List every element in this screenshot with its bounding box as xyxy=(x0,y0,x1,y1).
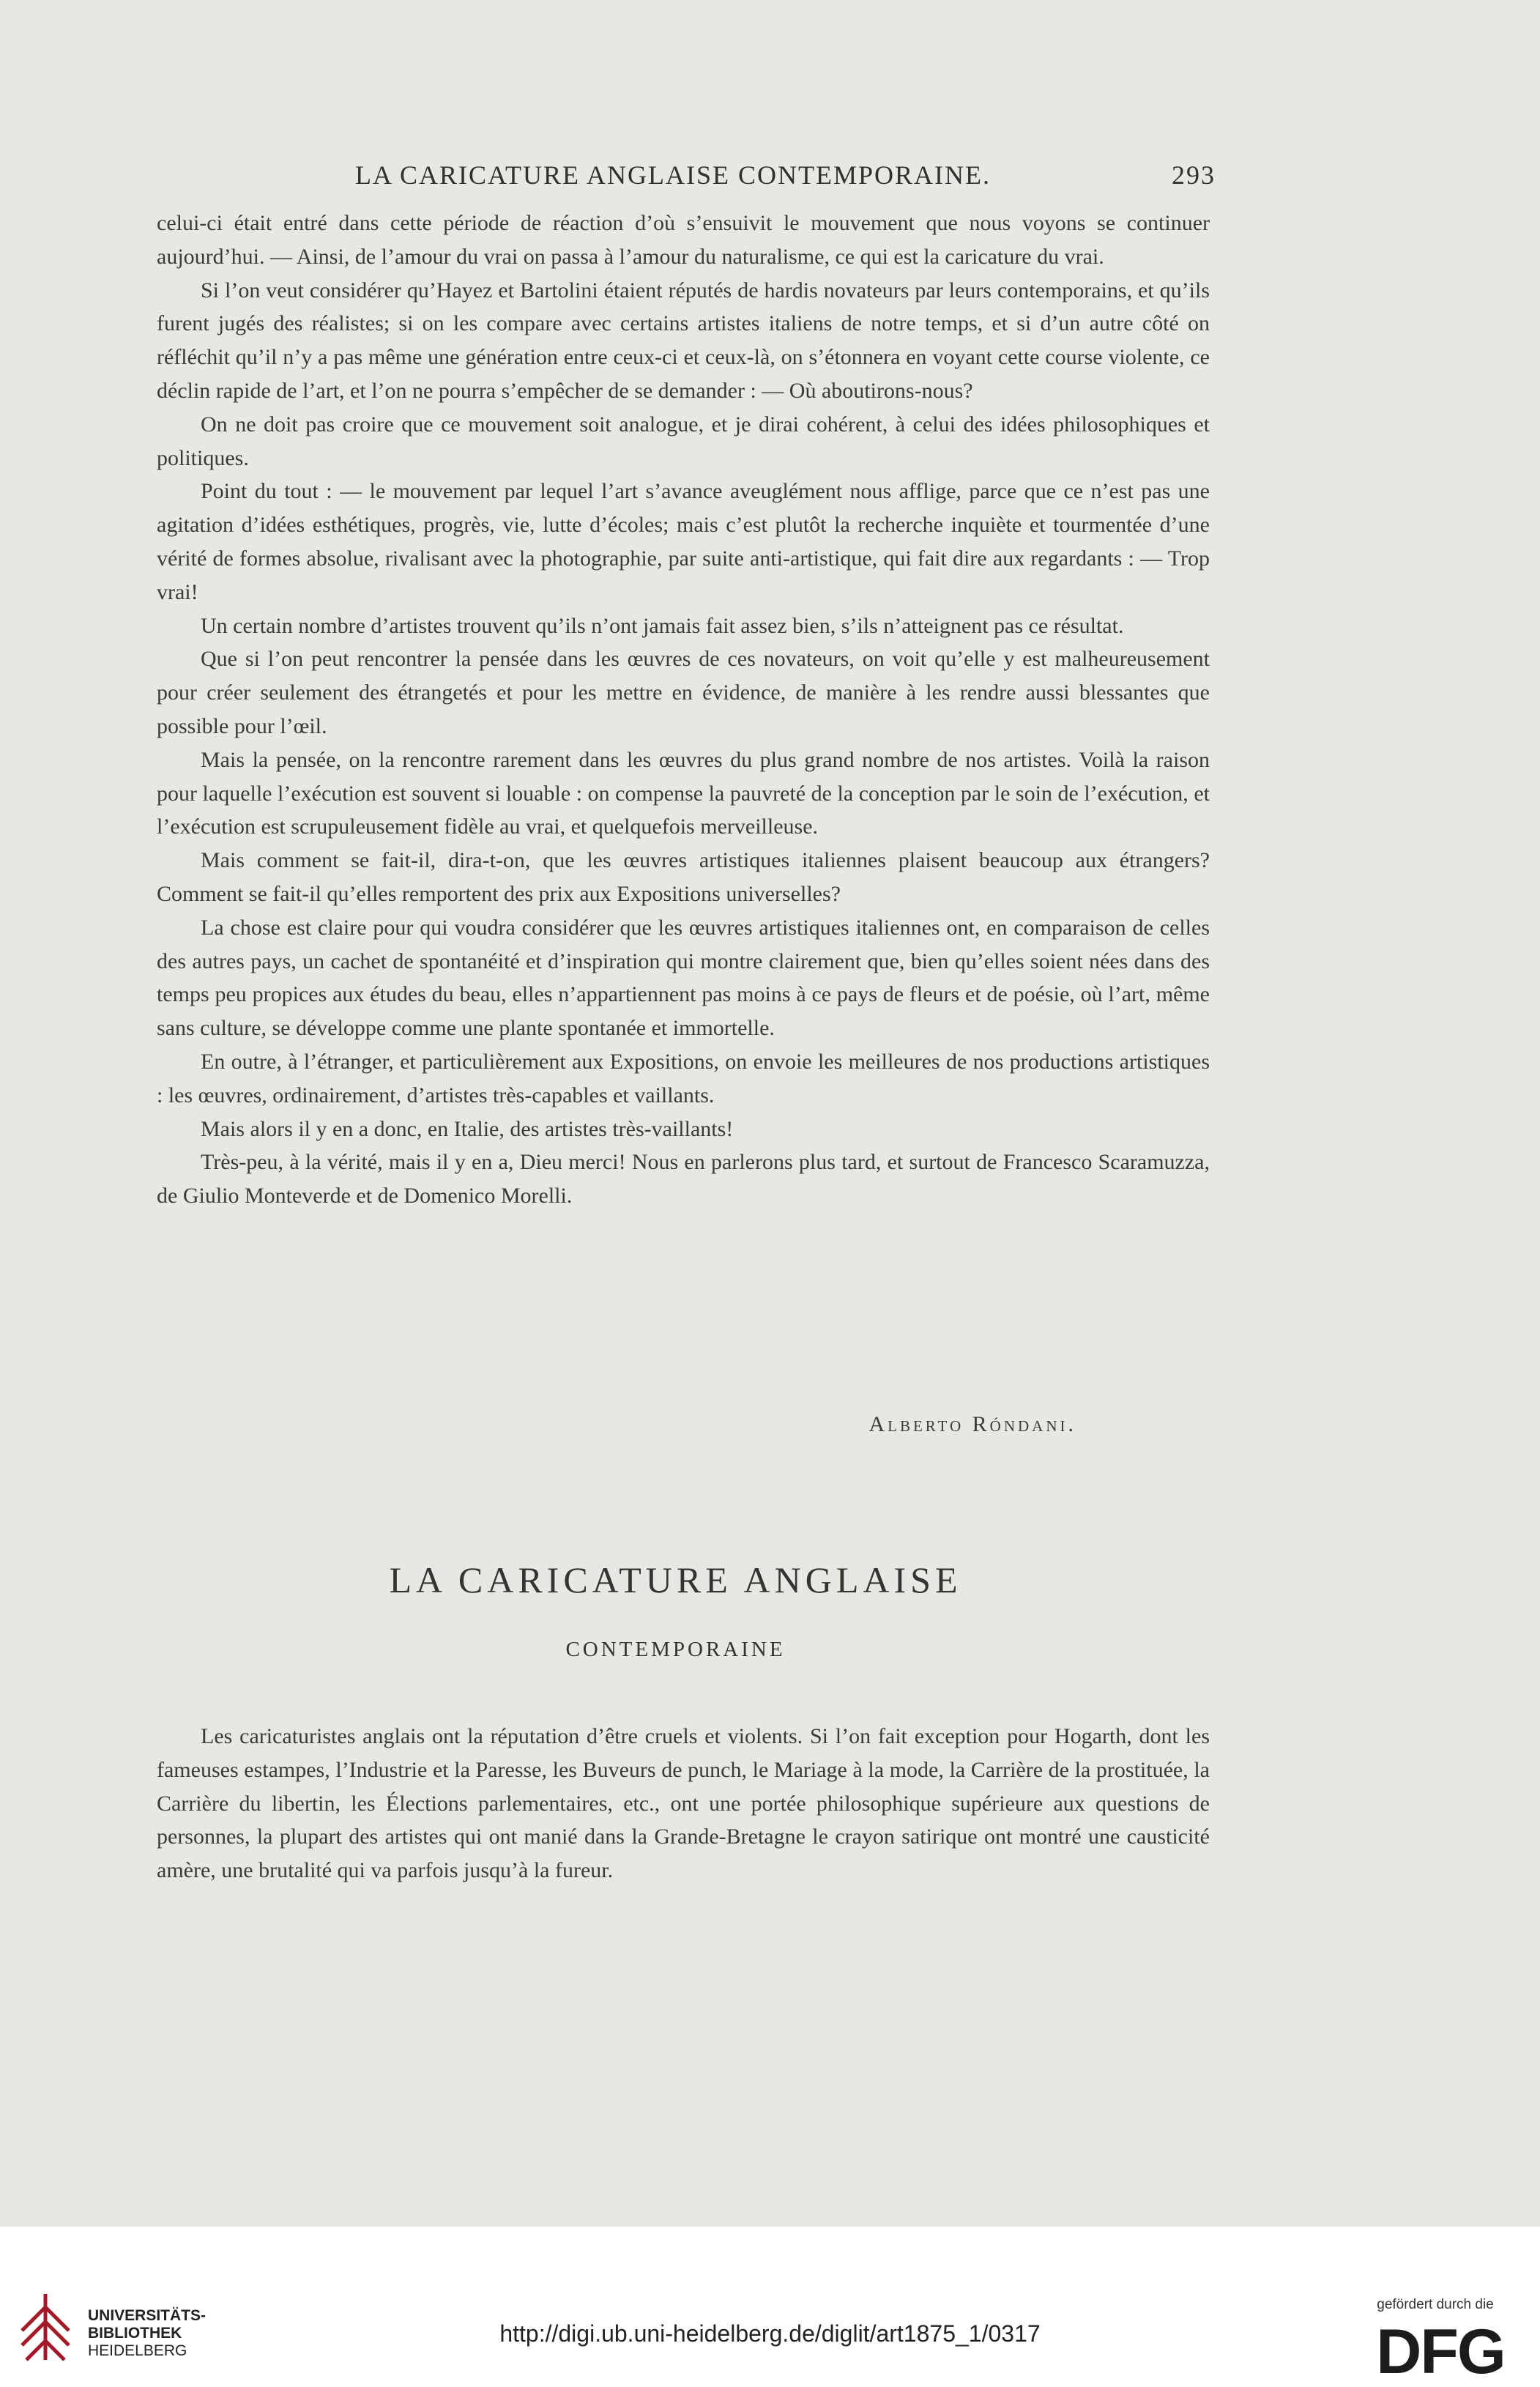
paragraph: Très-peu, à la vérité, mais il y en a, Dieu merci! Nous en parlerons plus tard, et surtout de Francesco Scaramuzza, de Giulio Monteverde et de Domenico Morelli. xyxy=(157,1150,1210,1209)
paragraph: Un certain nombre d’artistes trouvent qu’ils n’ont jamais fait assez bien, s’ils n’atteignent pas ce résultat. xyxy=(201,613,1124,638)
paragraph: Mais la pensée, on la rencontre rarement dans les œuvres du plus grand nombre de nos artistes. Voilà la raison pour laquelle l’exécution est souvent si louable : on compense la pauvreté de la conception par le soin de l’exécution, et l’exécution est scrupuleusement fidèle au vrai, et quelquefois merveilleuse. xyxy=(157,747,1210,839)
article-subtitle: CONTEMPORAINE xyxy=(565,1638,786,1661)
paragraph: La chose est claire pour qui voudra considérer que les œuvres artistiques italiennes ont, en comparaison de celles des autres pays, un cachet de spontanéité et d’inspiration qui montre clairement que, bien qu’elles soient nées dans des temps peu propices aux études du beau, elles n’appartiennent pas moins à ce pays de fleurs et de poésie, où l’art, même sans culture, se développe comme une plante spontanée et immortelle. xyxy=(157,915,1210,1041)
first-article-body xyxy=(157,207,1210,1213)
running-head xyxy=(154,160,1216,190)
paragraph: Si l’on veut considérer qu’Hayez et Bartolini étaient réputés de hardis novateurs par leurs contemporains, et qu’ils furent jugés des réalistes; si on les compare avec certains artistes italiens de notre temps, et si d’un autre côté on réfléchit qu’il n’y a pas même une génération entre ceux-ci et ceux-là, on s’étonnera en voyant cette course violente, ce déclin rapide de l’art, et l’on ne pourra s’empêcher de se demander : — Où aboutirons-nous? xyxy=(157,278,1210,403)
paragraph: Les caricaturistes anglais ont la réputation d’être cruels et violents. Si l’on fait exception pour Hogarth, dont les fameuses estampes, l’Industrie et la Paresse, les Buveurs de punch, le Mariage à la mode, la Carrière de la prostituée, la Carrière du libertin, les Élections parlementaires, etc., ont une portée philosophique supérieure aux questions de personnes, la plupart des artistes qui ont manié dans la Grande-Bretagne le crayon satirique ont montré une causticité amère, une brutalité qui va parfois jusqu’à la fureur. xyxy=(157,1724,1210,1883)
library-line: HEIDELBERG xyxy=(88,2342,187,2359)
paragraph: Mais comment se fait-il, dira-t-on, que les œuvres artistiques italiennes plaisent beaucoup aux étrangers? Comment se fait-il qu’elles remportent des prix aux Expositions universelles? xyxy=(157,848,1210,906)
library-line: UNIVERSITÄTS- xyxy=(88,2307,207,2324)
dfg-logo: DFG xyxy=(1376,2317,1505,2387)
source-url-link[interactable]: http://digi.ub.uni-heidelberg.de/diglit/art1875_1/0317 xyxy=(499,2320,1041,2347)
paragraph: celui-ci était entré dans cette période de réaction d’où s’ensuivit le mouvement que nous voyons se continuer aujourd’hui. — Ainsi, de l’amour du vrai on passa à l’amour du naturalisme, ce qui est la caricature du vrai. xyxy=(157,211,1210,269)
author-signature: Alberto Róndani. xyxy=(868,1412,1076,1436)
paragraph: En outre, à l’étranger, et particulièrement aux Expositions, on envoie les meilleures de nos productions artistiques : les œuvres, ordinairement, d’artistes très-capables et vaillants. xyxy=(157,1049,1210,1107)
paragraph: Mais alors il y en a donc, en Italie, des artistes très-vaillants! xyxy=(201,1116,734,1141)
paragraph: Point du tout : — le mouvement par lequel l’art s’avance aveuglément nous afflige, parce que ce n’est pas une agitation d’idées esthétiques, progrès, vie, lutte d’écoles; mais c’est plutôt la recherche inquiète et tourmentée d’une vérité de formes absolue, rivalisant avec la photographie, par suite anti-artistique, qui fait dire aux regardants : — Trop vrai! xyxy=(157,479,1210,604)
page-number: 293 xyxy=(1172,160,1216,190)
running-head-title: LA CARICATURE ANGLAISE CONTEMPORAINE. xyxy=(355,160,992,190)
library-line: BIBLIOTHEK xyxy=(88,2325,182,2342)
digitization-footer xyxy=(0,2227,1540,2386)
second-article-body xyxy=(157,1720,1210,1887)
funding-label: gefördert durch die xyxy=(1377,2297,1494,2312)
paragraph: Que si l’on peut rencontrer la pensée dans les œuvres de ces novateurs, on voit qu’elle y est malheureusement pour créer seulement des étrangetés et pour les mettre en évidence, de manière à les rendre aussi blessantes que possible pour l’œil. xyxy=(157,647,1210,738)
paragraph: On ne doit pas croire que ce mouvement soit analogue, et je dirai cohérent, à celui des idées philosophiques et politiques. xyxy=(157,412,1210,470)
article-title: LA CARICATURE ANGLAISE xyxy=(389,1559,962,1600)
